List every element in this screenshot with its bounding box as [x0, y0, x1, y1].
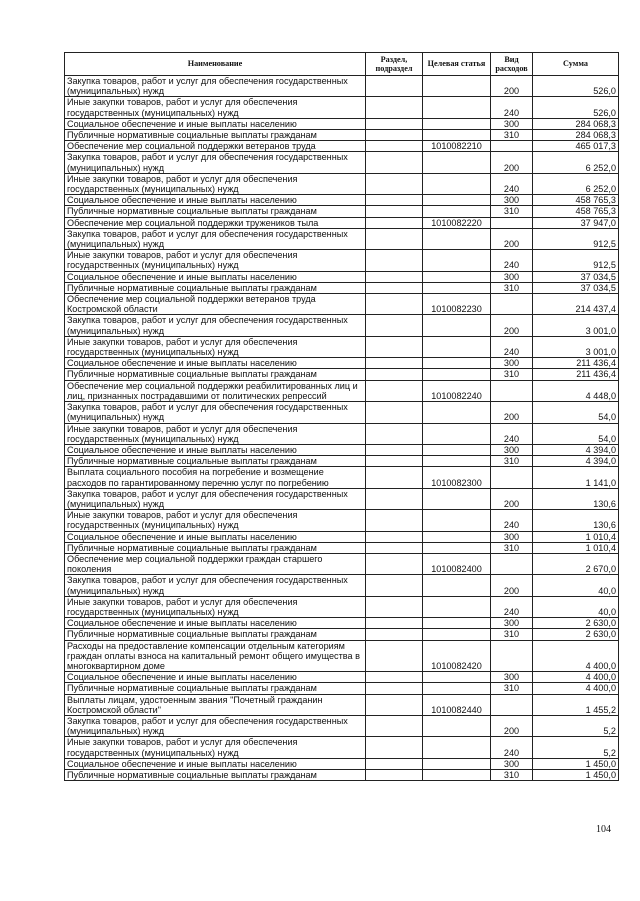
cell-target	[423, 672, 491, 683]
cell-expense-type: 300	[491, 444, 533, 455]
table-row	[65, 195, 619, 206]
cell-expense-type: 310	[491, 683, 533, 694]
cell-expense-type: 300	[491, 271, 533, 282]
cell-target	[423, 250, 491, 271]
table-row	[65, 76, 619, 97]
cell-target	[423, 173, 491, 194]
cell-name: Иные закупки товаров, работ и услуг для обеспечения государственных (муниципальных) нужд	[65, 97, 366, 118]
cell-target: 1010082400	[423, 553, 491, 574]
cell-section	[366, 141, 423, 152]
cell-section	[366, 282, 423, 293]
cell-sum: 1 450,0	[533, 758, 619, 769]
cell-name: Иные закупки товаров, работ и услуг для обеспечения государственных (муниципальных) нужд	[65, 336, 366, 357]
cell-sum: 3 001,0	[533, 336, 619, 357]
cell-sum: 2 670,0	[533, 553, 619, 574]
table-row	[65, 336, 619, 357]
cell-name: Обеспечение мер социальной поддержки граждан старшего поколения	[65, 553, 366, 574]
cell-section	[366, 315, 423, 336]
cell-section	[366, 553, 423, 574]
cell-expense-type: 200	[491, 488, 533, 509]
cell-expense-type: 240	[491, 250, 533, 271]
cell-target	[423, 228, 491, 249]
cell-section	[366, 118, 423, 129]
cell-name: Расходы на предоставление компенсации отдельным категориям граждан оплаты взноса на капитальный ремонт общего имущества в многоквартирном доме	[65, 640, 366, 672]
cell-name: Социальное обеспечение и иные выплаты населению	[65, 758, 366, 769]
cell-section	[366, 770, 423, 781]
cell-name: Иные закупки товаров, работ и услуг для обеспечения государственных (муниципальных) нужд	[65, 596, 366, 617]
cell-name: Иные закупки товаров, работ и услуг для обеспечения государственных (муниципальных) нужд	[65, 510, 366, 531]
cell-section	[366, 715, 423, 736]
cell-sum: 2 630,0	[533, 629, 619, 640]
cell-expense-type: 310	[491, 206, 533, 217]
table-row	[65, 694, 619, 715]
cell-sum: 3 001,0	[533, 315, 619, 336]
cell-expense-type	[491, 294, 533, 315]
cell-expense-type	[491, 553, 533, 574]
cell-name: Публичные нормативные социальные выплаты гражданам	[65, 130, 366, 141]
cell-section	[366, 596, 423, 617]
cell-target	[423, 152, 491, 173]
cell-sum: 458 765,3	[533, 206, 619, 217]
cell-sum: 526,0	[533, 97, 619, 118]
cell-expense-type: 240	[491, 336, 533, 357]
table-row	[65, 683, 619, 694]
cell-sum: 2 630,0	[533, 618, 619, 629]
cell-name: Социальное обеспечение и иные выплаты населению	[65, 531, 366, 542]
cell-section	[366, 130, 423, 141]
cell-target	[423, 423, 491, 444]
header-section: Раздел, подраздел	[366, 53, 423, 76]
cell-target	[423, 770, 491, 781]
cell-expense-type	[491, 694, 533, 715]
cell-sum: 1 010,4	[533, 542, 619, 553]
cell-expense-type: 310	[491, 629, 533, 640]
table-row	[65, 542, 619, 553]
cell-name: Публичные нормативные социальные выплаты гражданам	[65, 369, 366, 380]
table-row	[65, 596, 619, 617]
cell-name: Закупка товаров, работ и услуг для обеспечения государственных (муниципальных) нужд	[65, 228, 366, 249]
cell-expense-type: 300	[491, 531, 533, 542]
table-row	[65, 640, 619, 672]
cell-sum: 4 400,0	[533, 640, 619, 672]
cell-name: Выплата социального пособия на погребение и возмещение расходов по гарантированному перечню услуг по погребению	[65, 467, 366, 488]
cell-target	[423, 542, 491, 553]
cell-expense-type: 200	[491, 76, 533, 97]
cell-name: Публичные нормативные социальные выплаты гражданам	[65, 542, 366, 553]
cell-sum: 130,6	[533, 510, 619, 531]
cell-expense-type: 200	[491, 228, 533, 249]
table-row	[65, 97, 619, 118]
cell-target: 1010082240	[423, 380, 491, 401]
cell-name: Закупка товаров, работ и услуг для обеспечения государственных (муниципальных) нужд	[65, 715, 366, 736]
cell-sum: 1 141,0	[533, 467, 619, 488]
cell-sum: 912,5	[533, 250, 619, 271]
cell-section	[366, 694, 423, 715]
table-row	[65, 444, 619, 455]
cell-expense-type: 300	[491, 195, 533, 206]
cell-target	[423, 629, 491, 640]
cell-name: Социальное обеспечение и иные выплаты населению	[65, 271, 366, 282]
cell-name: Обеспечение мер социальной поддержки тружеников тыла	[65, 217, 366, 228]
cell-section	[366, 488, 423, 509]
budget-document	[64, 52, 618, 781]
cell-name: Иные закупки товаров, работ и услуг для обеспечения государственных (муниципальных) нужд	[65, 423, 366, 444]
cell-name: Социальное обеспечение и иные выплаты населению	[65, 672, 366, 683]
table-row	[65, 467, 619, 488]
cell-sum: 54,0	[533, 402, 619, 423]
cell-section	[366, 423, 423, 444]
cell-name: Закупка товаров, работ и услуг для обеспечения государственных (муниципальных) нужд	[65, 575, 366, 596]
cell-target: 1010082300	[423, 467, 491, 488]
cell-section	[366, 271, 423, 282]
cell-expense-type: 240	[491, 423, 533, 444]
cell-target	[423, 336, 491, 357]
cell-target	[423, 737, 491, 758]
cell-target: 1010082420	[423, 640, 491, 672]
cell-section	[366, 510, 423, 531]
table-row	[65, 228, 619, 249]
cell-section	[366, 206, 423, 217]
cell-name: Иные закупки товаров, работ и услуг для обеспечения государственных (муниципальных) нужд	[65, 737, 366, 758]
cell-target	[423, 402, 491, 423]
table-row	[65, 737, 619, 758]
table-row	[65, 173, 619, 194]
table-body	[65, 76, 619, 781]
cell-expense-type	[491, 141, 533, 152]
cell-section	[366, 217, 423, 228]
table-row	[65, 315, 619, 336]
table-row	[65, 250, 619, 271]
cell-target	[423, 76, 491, 97]
cell-target	[423, 715, 491, 736]
cell-section	[366, 737, 423, 758]
cell-target	[423, 282, 491, 293]
cell-expense-type: 200	[491, 402, 533, 423]
cell-sum: 40,0	[533, 575, 619, 596]
cell-name: Публичные нормативные социальные выплаты гражданам	[65, 282, 366, 293]
cell-sum: 4 400,0	[533, 683, 619, 694]
cell-target	[423, 596, 491, 617]
cell-name: Иные закупки товаров, работ и услуг для обеспечения государственных (муниципальных) нужд	[65, 173, 366, 194]
cell-expense-type	[491, 467, 533, 488]
cell-name: Социальное обеспечение и иные выплаты населению	[65, 618, 366, 629]
cell-target	[423, 195, 491, 206]
cell-name: Обеспечение мер социальной поддержки реабилитированных лиц и лиц, признанных пострадавшими от политических репрессий	[65, 380, 366, 401]
cell-expense-type: 310	[491, 130, 533, 141]
cell-section	[366, 575, 423, 596]
cell-sum: 211 436,4	[533, 369, 619, 380]
cell-expense-type: 200	[491, 715, 533, 736]
cell-expense-type: 200	[491, 575, 533, 596]
cell-section	[366, 152, 423, 173]
cell-expense-type	[491, 640, 533, 672]
cell-expense-type: 240	[491, 510, 533, 531]
cell-sum: 6 252,0	[533, 152, 619, 173]
table-row	[65, 152, 619, 173]
cell-section	[366, 618, 423, 629]
cell-expense-type: 240	[491, 173, 533, 194]
cell-expense-type: 300	[491, 672, 533, 683]
cell-target	[423, 618, 491, 629]
cell-expense-type: 240	[491, 596, 533, 617]
cell-target	[423, 510, 491, 531]
cell-expense-type	[491, 217, 533, 228]
table-row	[65, 531, 619, 542]
cell-name: Публичные нормативные социальные выплаты гражданам	[65, 206, 366, 217]
cell-section	[366, 97, 423, 118]
cell-target	[423, 456, 491, 467]
cell-sum: 130,6	[533, 488, 619, 509]
cell-section	[366, 758, 423, 769]
cell-target	[423, 315, 491, 336]
cell-name: Публичные нормативные социальные выплаты гражданам	[65, 629, 366, 640]
table-row	[65, 130, 619, 141]
header-target: Целевая статья	[423, 53, 491, 76]
cell-section	[366, 173, 423, 194]
cell-section	[366, 531, 423, 542]
cell-target	[423, 369, 491, 380]
table-row	[65, 402, 619, 423]
cell-sum: 214 437,4	[533, 294, 619, 315]
cell-section	[366, 369, 423, 380]
cell-section	[366, 380, 423, 401]
table-row	[65, 715, 619, 736]
cell-sum: 4 394,0	[533, 456, 619, 467]
table-row	[65, 629, 619, 640]
cell-section	[366, 542, 423, 553]
cell-target	[423, 683, 491, 694]
cell-section	[366, 195, 423, 206]
table-row	[65, 758, 619, 769]
cell-name: Закупка товаров, работ и услуг для обеспечения государственных (муниципальных) нужд	[65, 76, 366, 97]
cell-expense-type	[491, 380, 533, 401]
header-name: Наименование	[65, 53, 366, 76]
cell-name: Выплаты лицам, удостоенным звания "Почетный гражданин Костромской области"	[65, 694, 366, 715]
cell-section	[366, 456, 423, 467]
cell-section	[366, 294, 423, 315]
cell-name: Социальное обеспечение и иные выплаты населению	[65, 444, 366, 455]
cell-sum: 4 394,0	[533, 444, 619, 455]
cell-name: Закупка товаров, работ и услуг для обеспечения государственных (муниципальных) нужд	[65, 488, 366, 509]
cell-name: Закупка товаров, работ и услуг для обеспечения государственных (муниципальных) нужд	[65, 152, 366, 173]
cell-name: Иные закупки товаров, работ и услуг для обеспечения государственных (муниципальных) нужд	[65, 250, 366, 271]
cell-sum: 211 436,4	[533, 358, 619, 369]
cell-expense-type: 300	[491, 758, 533, 769]
cell-target: 1010082210	[423, 141, 491, 152]
cell-name: Обеспечение мер социальной поддержки ветеранов труда	[65, 141, 366, 152]
cell-sum: 37 034,5	[533, 282, 619, 293]
cell-name: Закупка товаров, работ и услуг для обеспечения государственных (муниципальных) нужд	[65, 402, 366, 423]
cell-target	[423, 118, 491, 129]
cell-sum: 37 034,5	[533, 271, 619, 282]
budget-table	[64, 52, 619, 781]
cell-sum: 1 010,4	[533, 531, 619, 542]
cell-name: Публичные нормативные социальные выплаты гражданам	[65, 456, 366, 467]
cell-expense-type: 310	[491, 456, 533, 467]
table-row	[65, 369, 619, 380]
cell-expense-type: 240	[491, 737, 533, 758]
table-row	[65, 456, 619, 467]
header-sum: Сумма	[533, 53, 619, 76]
table-row	[65, 206, 619, 217]
cell-section	[366, 250, 423, 271]
cell-sum: 284 068,3	[533, 118, 619, 129]
cell-name: Публичные нормативные социальные выплаты гражданам	[65, 770, 366, 781]
cell-section	[366, 467, 423, 488]
cell-target	[423, 130, 491, 141]
cell-sum: 4 400,0	[533, 672, 619, 683]
cell-target	[423, 358, 491, 369]
table-row	[65, 282, 619, 293]
table-row	[65, 423, 619, 444]
cell-section	[366, 228, 423, 249]
cell-name: Обеспечение мер социальной поддержки ветеранов труда Костромской области	[65, 294, 366, 315]
cell-sum: 912,5	[533, 228, 619, 249]
cell-name: Закупка товаров, работ и услуг для обеспечения государственных (муниципальных) нужд	[65, 315, 366, 336]
cell-target	[423, 444, 491, 455]
cell-target	[423, 97, 491, 118]
cell-sum: 284 068,3	[533, 130, 619, 141]
table-header-row	[65, 53, 619, 76]
table-row	[65, 510, 619, 531]
cell-expense-type: 200	[491, 315, 533, 336]
table-row	[65, 358, 619, 369]
cell-expense-type: 300	[491, 618, 533, 629]
table-row	[65, 217, 619, 228]
cell-target: 1010082440	[423, 694, 491, 715]
cell-name: Социальное обеспечение и иные выплаты населению	[65, 358, 366, 369]
cell-expense-type: 240	[491, 97, 533, 118]
cell-section	[366, 683, 423, 694]
header-expense-type: Вид расходов	[491, 53, 533, 76]
table-row	[65, 618, 619, 629]
cell-expense-type: 310	[491, 369, 533, 380]
cell-target: 1010082230	[423, 294, 491, 315]
cell-section	[366, 358, 423, 369]
table-row	[65, 553, 619, 574]
cell-sum: 5,2	[533, 737, 619, 758]
table-row	[65, 141, 619, 152]
table-row	[65, 118, 619, 129]
cell-expense-type: 300	[491, 118, 533, 129]
cell-name: Социальное обеспечение и иные выплаты населению	[65, 195, 366, 206]
cell-name: Публичные нормативные социальные выплаты гражданам	[65, 683, 366, 694]
cell-sum: 6 252,0	[533, 173, 619, 194]
cell-name: Социальное обеспечение и иные выплаты населению	[65, 118, 366, 129]
cell-target	[423, 206, 491, 217]
cell-section	[366, 76, 423, 97]
cell-target	[423, 488, 491, 509]
cell-section	[366, 336, 423, 357]
cell-target: 1010082220	[423, 217, 491, 228]
cell-sum: 54,0	[533, 423, 619, 444]
table-row	[65, 575, 619, 596]
cell-target	[423, 575, 491, 596]
table-row	[65, 294, 619, 315]
cell-section	[366, 629, 423, 640]
cell-expense-type: 200	[491, 152, 533, 173]
cell-sum: 1 450,0	[533, 770, 619, 781]
cell-sum: 526,0	[533, 76, 619, 97]
table-row	[65, 488, 619, 509]
cell-target	[423, 271, 491, 282]
cell-section	[366, 444, 423, 455]
cell-sum: 458 765,3	[533, 195, 619, 206]
cell-section	[366, 402, 423, 423]
cell-section	[366, 640, 423, 672]
cell-sum: 1 455,2	[533, 694, 619, 715]
cell-sum: 37 947,0	[533, 217, 619, 228]
cell-expense-type: 310	[491, 770, 533, 781]
cell-section	[366, 672, 423, 683]
page-number: 104	[596, 824, 611, 835]
cell-sum: 4 448,0	[533, 380, 619, 401]
cell-target	[423, 758, 491, 769]
cell-sum: 465 017,3	[533, 141, 619, 152]
cell-sum: 40,0	[533, 596, 619, 617]
table-row	[65, 271, 619, 282]
table-row	[65, 672, 619, 683]
table-row	[65, 770, 619, 781]
cell-expense-type: 310	[491, 282, 533, 293]
table-row	[65, 380, 619, 401]
cell-expense-type: 300	[491, 358, 533, 369]
cell-sum: 5,2	[533, 715, 619, 736]
cell-expense-type: 310	[491, 542, 533, 553]
cell-target	[423, 531, 491, 542]
